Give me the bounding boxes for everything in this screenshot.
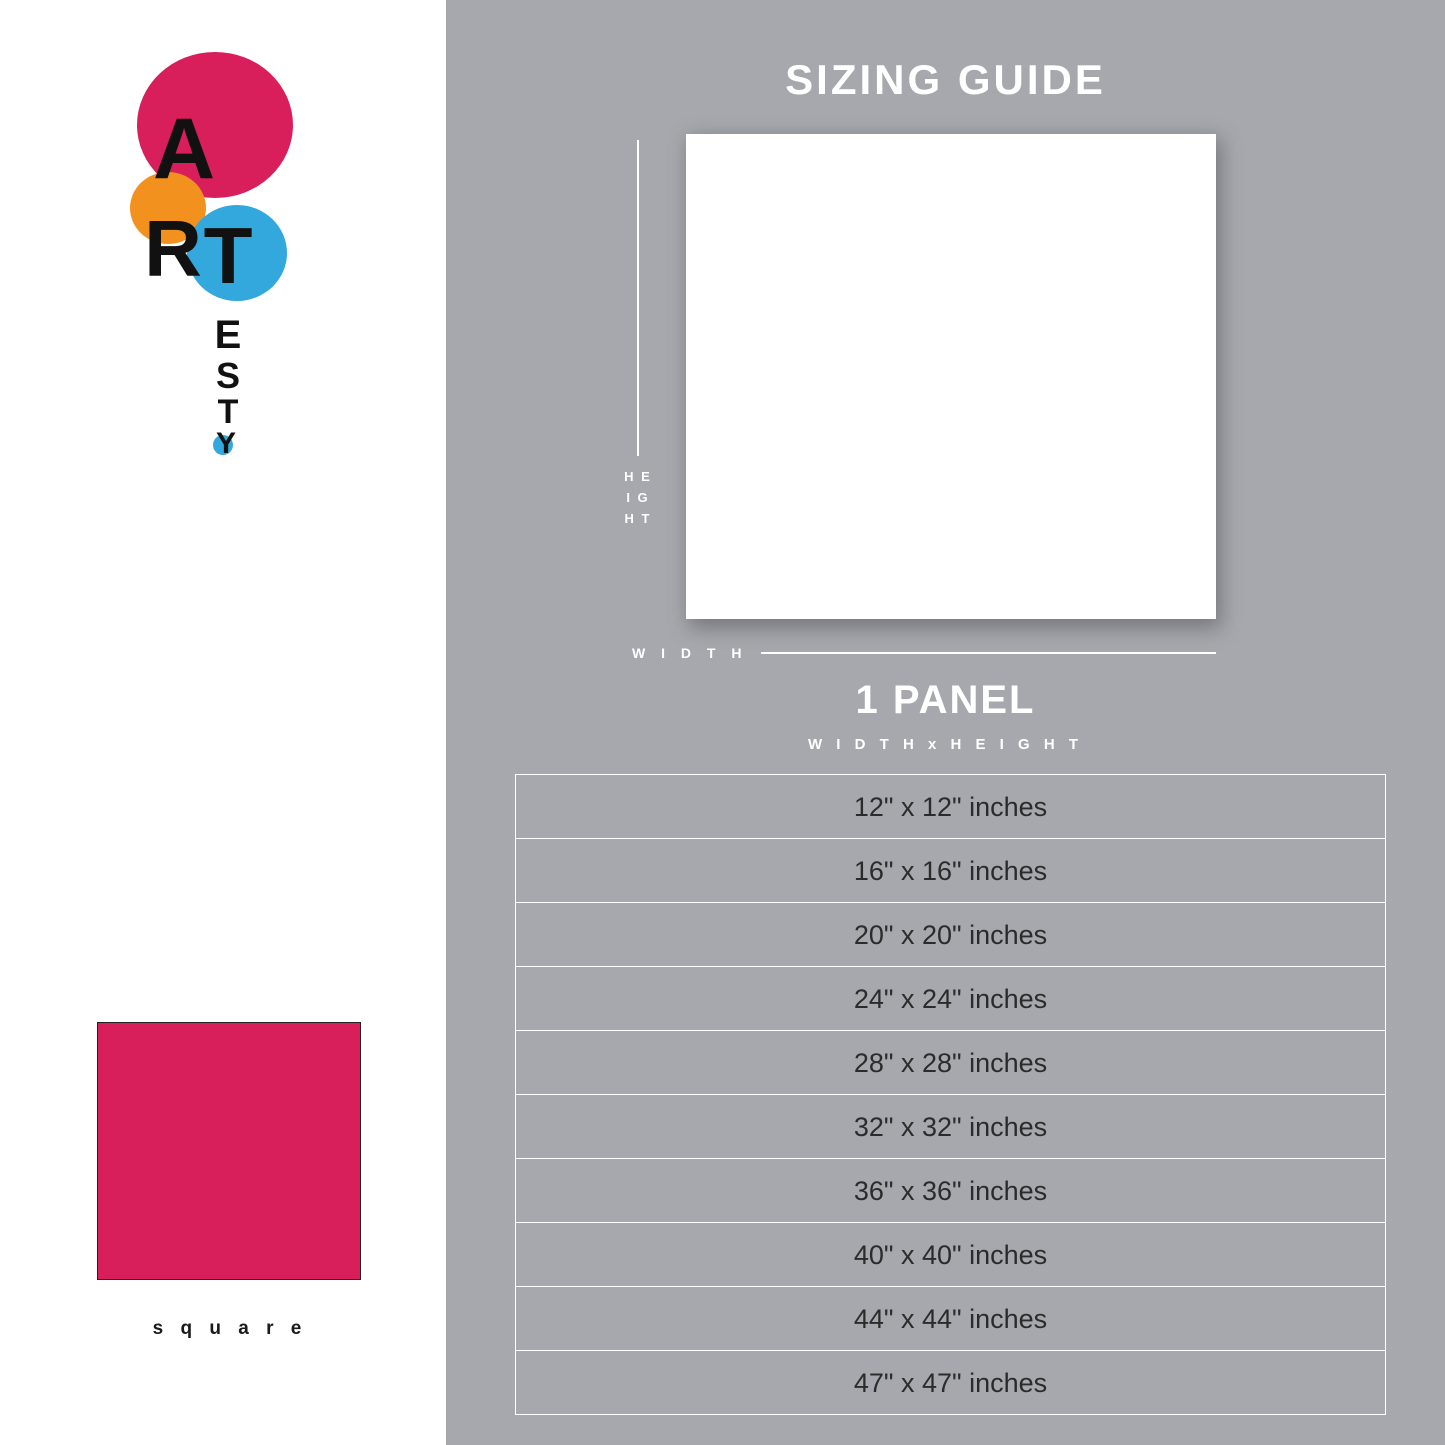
page-title: SIZING GUIDE xyxy=(785,56,1106,103)
svg-text:S: S xyxy=(215,355,241,396)
shape-preview xyxy=(97,1022,363,1340)
table-row: 24" x 24" inches xyxy=(516,967,1385,1031)
left-panel xyxy=(0,0,446,1445)
svg-text:R: R xyxy=(144,204,202,293)
table-row: 47" x 47" inches xyxy=(516,1351,1385,1415)
panel-dimension-subtitle: W I D T H x H E I G H T xyxy=(807,736,1083,753)
table-row: 32" x 32" inches xyxy=(516,1095,1385,1159)
table-row: 40" x 40" inches xyxy=(516,1223,1385,1287)
square-swatch-label: s q u a r e xyxy=(152,1318,308,1339)
table-row: 12" x 12" inches xyxy=(516,775,1385,839)
height-axis-label: H E I G H T xyxy=(624,469,652,526)
table-row: 36" x 36" inches xyxy=(516,1159,1385,1223)
table-row: 44" x 44" inches xyxy=(516,1287,1385,1351)
svg-text:E: E xyxy=(214,313,242,357)
table-row: 16" x 16" inches xyxy=(516,839,1385,903)
height-measure-line xyxy=(637,140,639,456)
width-measure-line xyxy=(761,652,1216,654)
width-axis-label: W I D T H xyxy=(632,645,748,661)
right-panel xyxy=(446,0,1445,1445)
svg-text:T: T xyxy=(203,211,253,300)
table-row: 28" x 28" inches xyxy=(516,1031,1385,1095)
width-measure xyxy=(632,645,1216,661)
table-row: 20" x 20" inches xyxy=(516,903,1385,967)
size-table xyxy=(515,774,1386,1415)
artesty-logo xyxy=(128,48,343,468)
svg-text:Y: Y xyxy=(215,427,237,460)
panel-count-title: 1 PANEL xyxy=(855,678,1036,722)
svg-text:T: T xyxy=(217,393,239,431)
square-swatch xyxy=(97,1022,361,1280)
canvas-preview xyxy=(686,134,1216,619)
svg-text:A: A xyxy=(152,101,216,197)
